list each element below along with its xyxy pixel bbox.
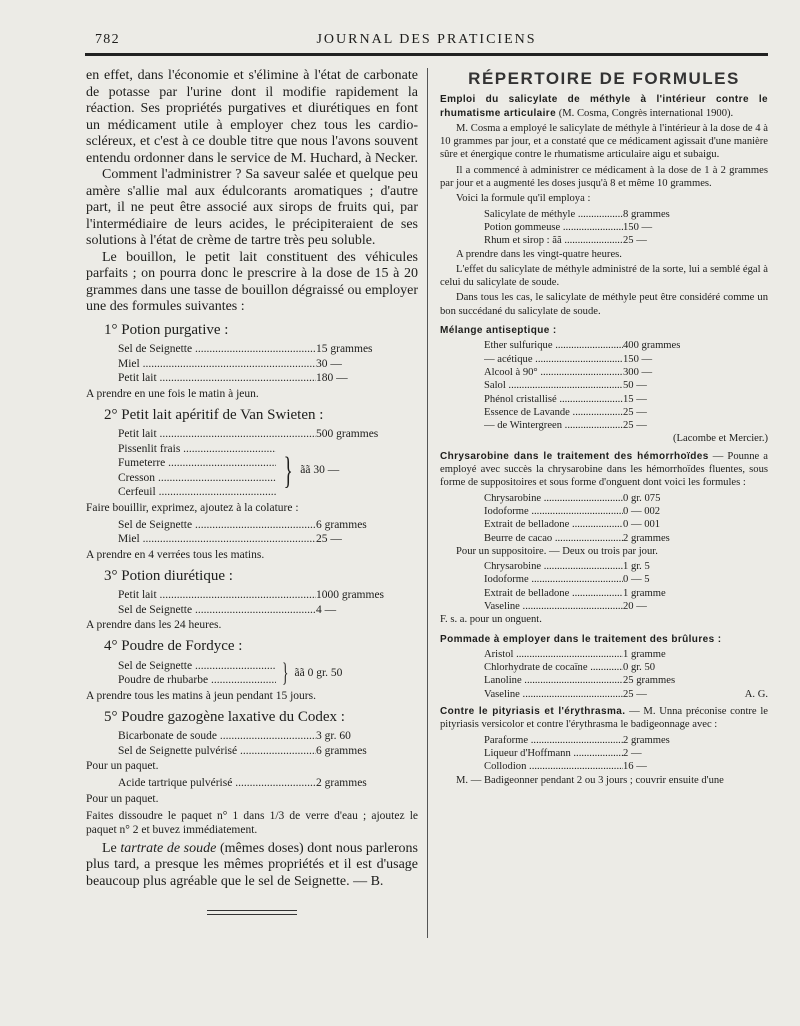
formula-note: A prendre en 4 verrées tous les matins. [86,548,265,561]
formula-row: Acide tartrique pulvérisé ..... 2 grammes [118,776,388,791]
paragraph: en effet, dans l'économie et s'élimine à l'état de carbonate de potasse par l'urine dont il modifie rapidement la réaction. Ses propriétés purgatives et diurétiques en font un médicament utile à employer chez tous les cardio-scléreux, et c'est à ce double titre que nous l'avons souvent entendu ordonner dans le service de M. Huchard, à Necker. [86,68,418,166]
formula-row: Sel de Seignette ..... 4 — [118,603,388,618]
paragraph: Il a commencé à administrer ce médicament à la dose de 1 à 2 grammes par jour et a augmenté les doses jusqu'à 8 et même 10 grammes. [440,164,768,190]
formula-note: A prendre en une fois le matin à jeun. [86,387,259,400]
paragraph: Comment l'administrer ? Sa saveur salée et quelque peu amère s'allie mal aux édulcorants aromatiques ; d'autre part, il ne peut être associé aux sirops de fruits qui, par l'intermédiaire de leurs acides, le précipiteraient de ses solutions à l'état de crème de tartre très peu soluble. [86,167,418,248]
page-number: 782 [95,32,120,47]
group-quantity: ãã 30 — [300,464,340,477]
formula-row: Miel ..... 30 — [118,357,388,372]
formula-row: Sel de Seignette ..... 6 grammes [118,518,388,533]
formula-group [118,442,418,500]
formula-row: Vaseline ..... 25 — A. G. [484,688,768,701]
right-column [440,68,768,789]
formula [440,492,768,545]
group-item: Sel de Seignette ..... [118,659,276,674]
formula [440,560,768,613]
formula-row: Vaseline ..... 20 — [484,600,738,613]
formula-note: Pour un suppositoire. — Deux ou trois par jour. [456,545,658,557]
formula-note: F. s. a. pour un onguent. [440,614,542,626]
formula-poudre-gazogene [86,709,418,837]
formula-poudre-fordyce [86,638,418,703]
formula-row: Alcool à 90° ..... 300 — [484,366,738,379]
formula-potion-purgative [86,322,418,401]
formula-row: Chrysarobine ..... 0 gr. 075 [484,492,738,505]
formula [440,734,768,774]
formula-note: A prendre tous les matins à jeun pendant 15 jours. [86,689,316,702]
group-item: Pissenlit frais ..... [118,442,276,457]
article-heading: Contre le pityriasis et l'érythrasma. — M. Unna préconise contre le pityriasis versicolor et contre l'érythrasma le badigeonnage avec : [440,706,768,731]
reference: (Lacombe et Mercier.) [673,433,768,445]
brace: } [283,449,293,492]
formula-row: Paraforme ..... 2 grammes [484,734,738,747]
formula-row: Bicarbonate de soude ..... 3 gr. 60 [118,729,388,744]
formula-note: Pour un paquet. [86,760,159,772]
running-header [85,28,768,54]
formula-row: Collodion ..... 16 — [484,760,738,773]
formula [440,648,768,701]
formula-row: Ether sulfurique ..... 400 grammes [484,339,738,352]
formula-title: 1° Potion purgative : [104,321,229,338]
formula-title: 3° Potion diurétique : [104,567,233,584]
formula-row: — acétique ..... 150 — [484,353,738,366]
paragraph: Voici la formule qu'il employa : [456,193,591,205]
author-initials: A. G. [744,688,768,700]
formula-row: Rhum et sirop : ãã ..... 25 — [484,234,738,247]
formula-row: Petit lait ..... 1000 grammes [118,588,388,603]
article-heading: Chrysarobine dans le traitement des hémorrhoïdes — Pounne a employé avec succès la chrysarobine dans les hémorrhoïdes fluentes, sous forme de suppositoires et sous forme d'onguent dont voici les formules : [440,450,768,489]
formula-row: Petit lait ..... 500 grammes [118,427,388,442]
formula-row: Sel de Seignette ..... 15 grammes [118,342,388,357]
section-title: RÉPERTOIRE DE FORMULES [468,69,740,88]
formula-row: Phénol cristallisé ..... 15 — [484,393,738,406]
group-item: Cresson ..... [118,471,276,486]
formula-potion-diuretique [86,568,418,633]
formula [440,339,768,432]
paragraph: Dans tous les cas, le salicylate de méthyle peut être considéré comme un bon succédané du salicylate de soude. [440,292,768,317]
group-item: Cerfeuil ..... [118,485,276,500]
formula-group [118,659,418,688]
formula-title: 4° Poudre de Fordyce : [104,638,243,654]
formula-note: A prendre dans les vingt-quatre heures. [456,248,622,260]
formula-note: Pour un paquet. [86,792,159,805]
article-heading: Emploi du salicylate de méthyle à l'intérieur contre le rhumatisme articulaire (M. Cosma, Congrès international 1900). [440,94,768,119]
group-quantity: ãã 0 gr. 50 [294,666,343,679]
paragraph: Le tartrate de soude (mêmes doses) dont nous parlerons plus tard, a presque les mêmes propriétés et il est d'usage beaucoup plus agréable que le sel de Seignette. — B. [86,840,418,889]
paragraph: Le bouillon, le petit lait constituent des véhicules parfaits ; on pourra donc le prescrire à la dose de 15 à 20 grammes dans une tasse de bouillon dégraissé ou employer une des formules suivantes : [86,249,418,314]
formula-title: 5° Poudre gazogène laxative du Codex : [104,708,345,725]
journal-title: JOURNAL DES PRATICIENS [316,32,537,47]
paragraph: M. Cosma a employé le salicylate de méthyle à l'intérieur à la dose de 4 à 10 grammes par jour, et a constaté que ce médicament agissait d'une manière sûre et énergique contre le rhumatisme articulaire aigu et subaigu. [440,122,768,161]
formula-row: Chlorhydrate de cocaïne ..... 0 gr. 50 [484,661,738,674]
formula-row: Potion gommeuse ..... 150 — [484,221,738,234]
article-heading: Pommade à employer dans le traitement des brûlures : [440,633,722,645]
formula-row: Salicylate de méthyle ..... 8 grammes [484,208,738,221]
formula-note: A prendre dans les 24 heures. [86,619,222,631]
signature: — B. [353,873,384,889]
header-rule [85,53,768,56]
end-ornament [207,910,297,915]
article-heading: Mélange antiseptique : [440,325,557,337]
formula-row: Miel ..... 25 — [118,532,388,547]
formula-row: Salol ..... 50 — [484,379,738,392]
formula [440,208,768,248]
formula-row: Petit lait ..... 180 — [118,371,388,386]
group-item: Fumeterre ..... [118,456,276,471]
formula-row: Essence de Lavande ..... 25 — [484,406,738,419]
formula-row: Chrysarobine ..... 1 gr. 5 [484,560,738,573]
formula-row: Aristol ..... 1 gramme [484,648,738,661]
formula-row: Iodoforme ..... 0 — 002 [484,505,738,518]
brace: } [282,658,289,687]
formula-note: Faites dissoudre le paquet n° 1 dans 1/3 de verre d'eau ; ajoutez le paquet n° 2 et buvez immédiatement. [86,809,418,836]
formula-note: M. — Badigeonner pendant 2 ou 3 jours ; couvrir ensuite d'une [456,774,724,786]
formula-row: Sel de Seignette pulvérisé ..... 6 grammes [118,744,388,759]
formula-row: Extrait de belladone ..... 1 gramme [484,587,738,600]
formula-row: Extrait de belladone ..... 0 — 001 [484,518,738,531]
formula-row: — de Wintergreen ..... 25 — [484,419,738,432]
formula-row: Liqueur d'Hoffmann ..... 2 — [484,747,738,760]
formula-petit-lait [86,407,418,562]
paragraph: L'effet du salicylate de méthyle administré de la sorte, lui a semblé égal à celui du salicylate de soude. [440,263,768,289]
formula-row: Lanoline ..... 25 grammes [484,674,738,687]
column-divider [427,68,428,938]
formula-note: Faire bouillir, exprimez, ajoutez à la colature : [86,501,299,514]
left-column [86,68,418,915]
formula-row: Beurre de cacao ..... 2 grammes [484,532,738,545]
group-item: Poudre de rhubarbe ..... [118,673,276,688]
formula-row: Iodoforme ..... 0 — 5 [484,573,738,586]
formula-title: 2° Petit lait apéritif de Van Swieten : [104,406,324,423]
